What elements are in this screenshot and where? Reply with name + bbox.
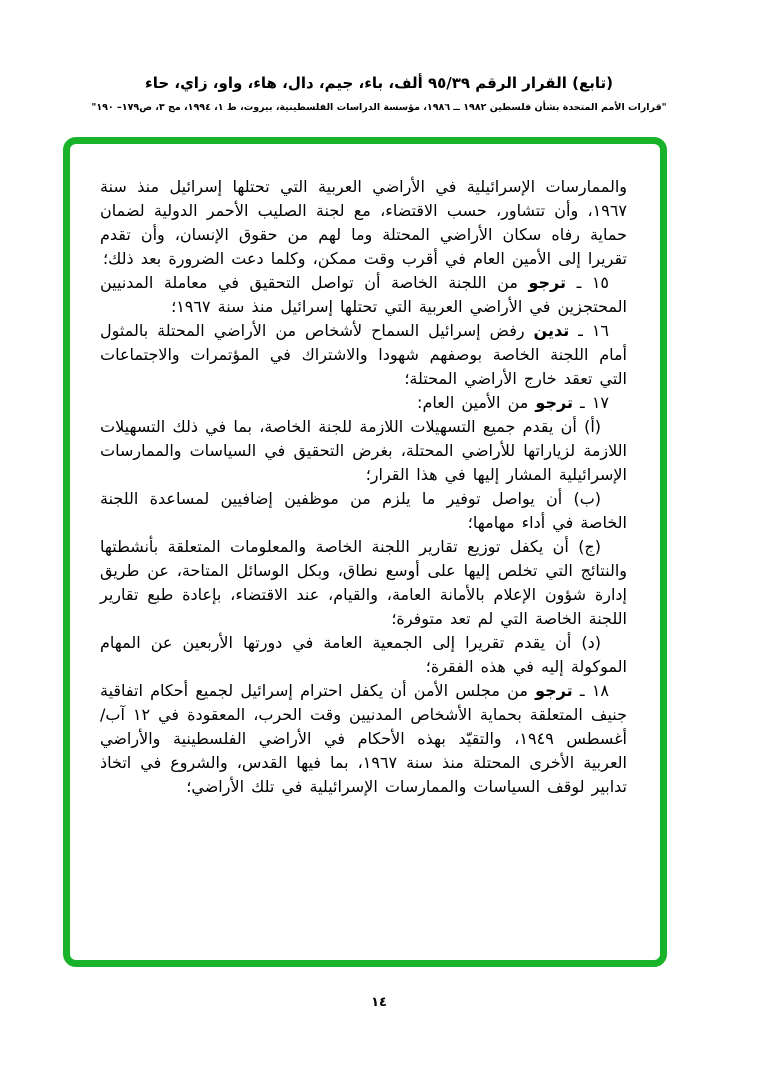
paragraph-16-text: رفض إسرائيل السماح لأشخاص من الأراضي المحتلة بالمثول أمام اللجنة الخاصة بوصفهم شهودا والاشتراك في المؤتمرات والاجتماعات التي تعقد خارج الأراضي المحتلة؛ <box>100 321 627 388</box>
paragraph-15 <box>100 271 627 319</box>
paragraph-18 <box>100 679 627 799</box>
paragraph-18-operative-word: ترجو <box>535 681 573 700</box>
paragraph-15-operative-word: ترجو <box>528 273 567 292</box>
page-header <box>0 72 758 114</box>
resolution-title: (تابع) القرار الرقم ٩٥/٣٩ ألف، باء، جيم، دال، هاء، واو، زاي، حاء <box>145 74 613 92</box>
subparagraph-d-text: (د) أن يقدم تقريرا إلى الجمعية العامة في دورتها الأربعين عن المهام الموكولة إليه في هذه الفقرة؛ <box>100 633 627 676</box>
paragraph-16-operative-word: تدين <box>533 321 570 340</box>
subparagraph-c <box>100 535 627 631</box>
paragraph-15-text: من اللجنة الخاصة أن تواصل التحقيق في معاملة المدنيين المحتجزين في الأراضي العربية التي تحتلها إسرائيل منذ سنة ١٩٦٧؛ <box>100 273 627 316</box>
subparagraph-d <box>100 631 627 679</box>
paragraph-16-text: ١٦ ـ <box>569 321 610 340</box>
paragraph-18-text: من مجلس الأمن أن يكفل احترام إسرائيل لجميع أحكام اتفاقية جنيف المتعلقة بحماية الأشخاص المدنيين وقت الحرب، المعقودة في ١٢ آب/أغسطس ١٩٤٩، والتقيّد بهذه الأحكام في الأراضي الفلسطينية والأراضي العربية الأخرى المحتلة منذ سنة ١٩٦٧، بما فيها القدس، والشروع في اتخاذ تدابير لوقف السياسات والممارسات الإسرائيلية في تلك الأراضي؛ <box>100 681 627 796</box>
subparagraph-b-text: (ب) أن يواصل توفير ما يلزم من موظفين إضافيين لمساعدة اللجنة الخاصة في أداء مهامها؛ <box>100 489 627 532</box>
paragraph-17-operative-word: ترجو <box>535 393 573 412</box>
subparagraph-a-text: (أ) أن يقدم جميع التسهيلات اللازمة للجنة الخاصة، بما في ذلك التسهيلات اللازمة لزياراتها للأراضي المحتلة، بغرض التحقيق في السياسات والممارسات الإسرائيلية المشار إليها في هذا القرار؛ <box>100 417 627 484</box>
subparagraph-b <box>100 487 627 535</box>
paragraph-15-text: ١٥ ـ <box>566 273 610 292</box>
subparagraph-c-text: (ج) أن يكفل توزيع تقارير اللجنة الخاصة والمعلومات المتعلقة بأنشطتها والنتائج التي تخلص إليها على أوسع نطاق، وبكل الوسائل المتاحة، عن طريق إدارة شؤون الإعلام بالأمانة العامة، والقيام، عند الاقتضاء، بإعادة طبع تقارير اللجنة الخاصة التي لم تعد متوفرة؛ <box>100 537 627 628</box>
paragraph-continuation <box>100 175 627 271</box>
paragraph-17 <box>100 391 627 415</box>
subparagraph-a <box>100 415 627 487</box>
content-frame <box>63 137 667 967</box>
paragraph-17-text: من الأمين العام: <box>417 393 536 412</box>
resolution-text-body <box>70 144 660 960</box>
paragraph-continuation-text: والممارسات الإسرائيلية في الأراضي العربية التي تحتلها إسرائيل منذ سنة ١٩٦٧، وأن تتشاور، حسب الاقتضاء، مع لجنة الصليب الأحمر الدولية لضمان حماية رفاه سكان الأراضي المحتلة وما لهم من حقوق الإنسان، وأن تقدم تقريرا إلى الأمين العام في أقرب وقت ممكن، وكلما دعت الضرورة بعد ذلك؛ <box>100 177 627 268</box>
page-footer <box>0 995 758 1010</box>
paragraph-17-text: ١٧ ـ <box>572 393 609 412</box>
paragraph-16 <box>100 319 627 391</box>
paragraph-18-text: ١٨ ـ <box>572 681 609 700</box>
page-number: ١٤ <box>371 995 387 1010</box>
source-citation: "قرارات الأمم المتحدة بشأن فلسطين ١٩٨٢ ــ ١٩٨٦، مؤسسة الدراسات الفلسطينية، بيروت، ط ١، ١٩٩٤، مج ٣، ص١٧٩– ١٩٠" <box>91 102 667 113</box>
